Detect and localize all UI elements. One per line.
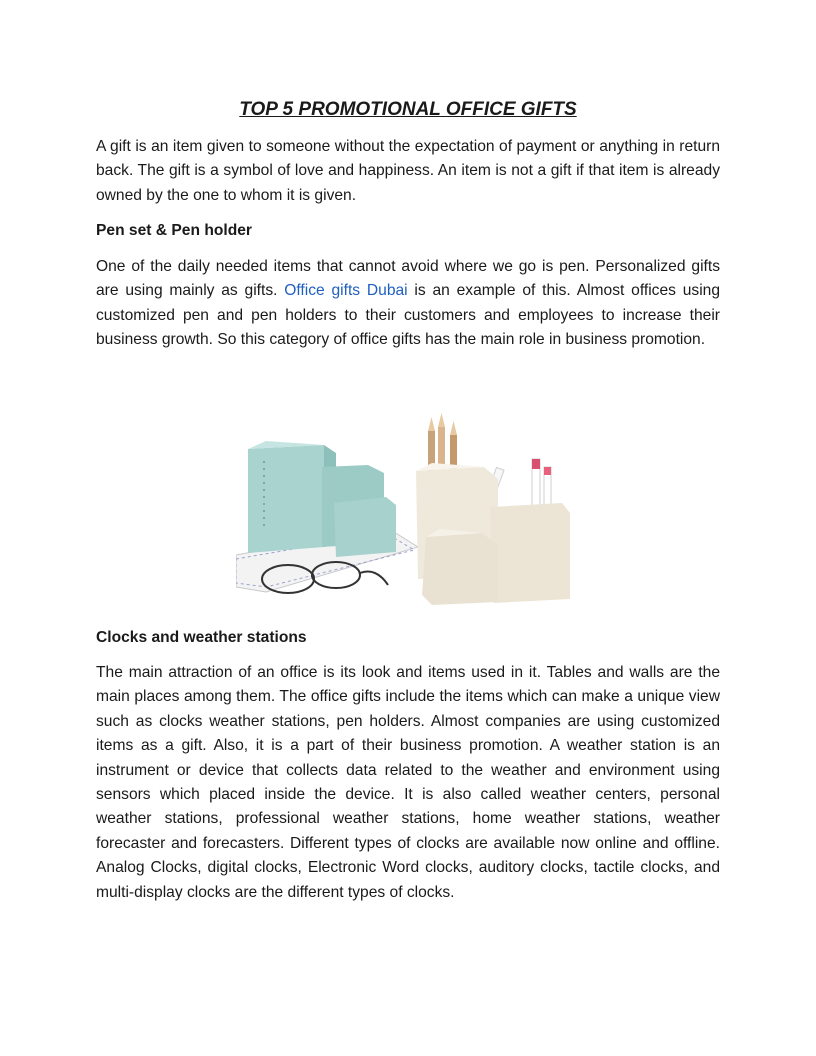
section-heading-clocks: Clocks and weather stations (96, 629, 307, 646)
clocks-paragraph: The main attraction of an office is its look and items used in it. Tables and walls are the main places among them. The office gifts include the items which can make a unique view such as clocks weather stations, pen holders. Almost companies are using customized items as a gift. Also, it is a part of their business promotion. A weather station is an instrument or device that collects data related to the weather and environment using sensors which placed inside the device. It is also called weather centers, personal weather stations, professional weather stations, home weather stations, weather forecaster and forecasters. Different types of clocks are available now online and offline. Analog Clocks, digital clocks, Electronic Word clocks, auditory clocks, tactile clocks, and multi-display clocks are the different types of clocks. (96, 664, 720, 901)
pen-set-text-start: One of the daily needed items that cannot avoid where we go is pen. Personalized gifts are using mainly as gifts. (96, 258, 720, 300)
section-heading-pen-set: Pen set & Pen holder (96, 222, 252, 239)
office-gifts-dubai-link[interactable]: Office gifts Dubai (284, 282, 408, 300)
pen-set-paragraph (96, 255, 720, 353)
intro-paragraph: A gift is an item given to someone without the expectation of payment or anything in return back. The gift is a symbol of love and happiness. An item is not a gift if that item is already owned by the one to whom it is given. (96, 138, 720, 204)
pen-set-text-end: is an example of this. Almost offices using customized pen and pen holders to their customers and employees to increase their business growth. So this category of office gifts has the main role in business promotion. (96, 282, 721, 349)
pen-holder-photo (236, 387, 576, 612)
document-title: TOP 5 PROMOTIONAL OFFICE GIFTS (239, 99, 577, 120)
